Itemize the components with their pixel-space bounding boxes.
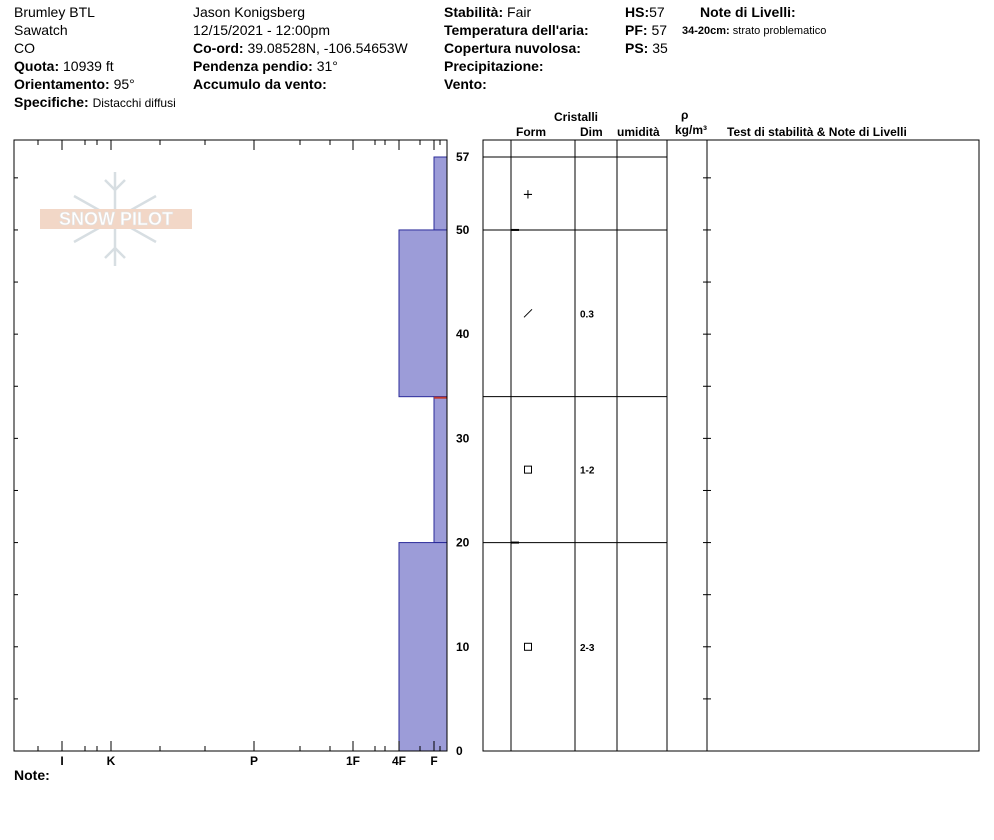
grain-size-3: 2-3 xyxy=(580,642,595,654)
precip-label: Precipitazione: xyxy=(444,58,544,74)
form-header: Form xyxy=(516,125,546,139)
range-name: Sawatch xyxy=(14,22,68,38)
layer-notes-label: Note di Livelli: xyxy=(700,4,796,20)
grain-form-1 xyxy=(524,309,532,317)
layer-table xyxy=(483,140,979,751)
notes-label: Note: xyxy=(14,767,50,783)
stability-label: Stabilità: xyxy=(444,4,504,20)
table-frame xyxy=(483,140,979,751)
hardness-label-K: K xyxy=(106,754,116,768)
grain-size-1: 0.3 xyxy=(580,309,594,321)
layer-note-depth: 34-20cm: xyxy=(682,25,730,37)
grain-form-0: + xyxy=(522,187,534,203)
state-name: CO xyxy=(14,40,35,56)
grain-size-2: 1-2 xyxy=(580,465,595,477)
coord-label: Co-ord: xyxy=(193,40,244,56)
ps-value: 35 xyxy=(652,40,668,56)
hardness-label-F: F xyxy=(430,754,438,768)
hardness-label-P: P xyxy=(249,754,259,768)
datetime: 12/15/2021 - 12:00pm xyxy=(193,22,330,38)
location-name: Brumley BTL xyxy=(14,4,95,20)
moisture-header: umidità xyxy=(617,125,660,139)
specifics-value: Distacchi diffusi xyxy=(92,96,176,110)
y-tick-label: 57 xyxy=(456,150,470,164)
hardness-label-I: I xyxy=(60,754,64,768)
hs-label: HS: xyxy=(625,4,650,20)
ps-label: PS: xyxy=(625,40,649,56)
slope-label: Pendenza pendio: xyxy=(193,58,313,74)
y-tick-label: 30 xyxy=(456,431,470,446)
stability-notes-header: Test di stabilità & Note di Livelli xyxy=(727,125,907,139)
plot-frame xyxy=(14,140,447,751)
hardness-plot xyxy=(14,140,470,768)
snowpilot-logo xyxy=(40,172,192,266)
pf-label: PF: xyxy=(625,22,648,38)
layer-bar-3 xyxy=(399,543,447,751)
observer-name: Jason Konigsberg xyxy=(193,4,306,20)
wind-loading-label: Accumulo da vento: xyxy=(193,76,327,92)
hardness-label-4F: 4F xyxy=(391,754,407,768)
specifics-label: Specifiche: xyxy=(14,94,89,110)
wind-label: Vento: xyxy=(444,76,487,92)
grain-form-2 xyxy=(525,466,532,473)
hardness-label-1F: 1F xyxy=(345,754,361,768)
layer-bar-2 xyxy=(434,397,447,543)
size-header: Dim xyxy=(580,125,603,139)
elevation-value: 10939 ft xyxy=(63,58,114,74)
layer-bar-1 xyxy=(399,230,447,397)
air-temp-label: Temperatura dell'aria: xyxy=(444,22,589,38)
slope-value: 31° xyxy=(316,58,338,74)
y-tick-label: 0 xyxy=(456,744,463,758)
y-tick-label: 50 xyxy=(456,222,470,237)
elevation-label: Quota: xyxy=(14,58,60,74)
layer-bar-0 xyxy=(434,157,447,230)
y-tick-label: 20 xyxy=(456,535,470,550)
logo-text: SNOW PILOT xyxy=(59,209,173,229)
pf-value: 57 xyxy=(651,22,668,38)
stability-value: Fair xyxy=(507,4,532,20)
rho-header: ρ xyxy=(681,108,689,122)
layer-note-text: strato problematico xyxy=(732,25,827,37)
aspect-value: 95° xyxy=(113,76,135,92)
crystals-header: Cristalli xyxy=(554,110,599,124)
y-tick-label: 40 xyxy=(456,327,470,342)
coord-value: 39.08528N, -106.54653W xyxy=(247,40,408,56)
hs-value: 57 xyxy=(649,4,665,20)
density-unit-header: kg/m³ xyxy=(675,123,708,137)
aspect-label: Orientamento: xyxy=(14,76,110,92)
sky-label: Copertura nuvolosa: xyxy=(444,40,581,56)
y-tick-label: 10 xyxy=(456,639,470,654)
grain-form-3 xyxy=(525,643,532,650)
